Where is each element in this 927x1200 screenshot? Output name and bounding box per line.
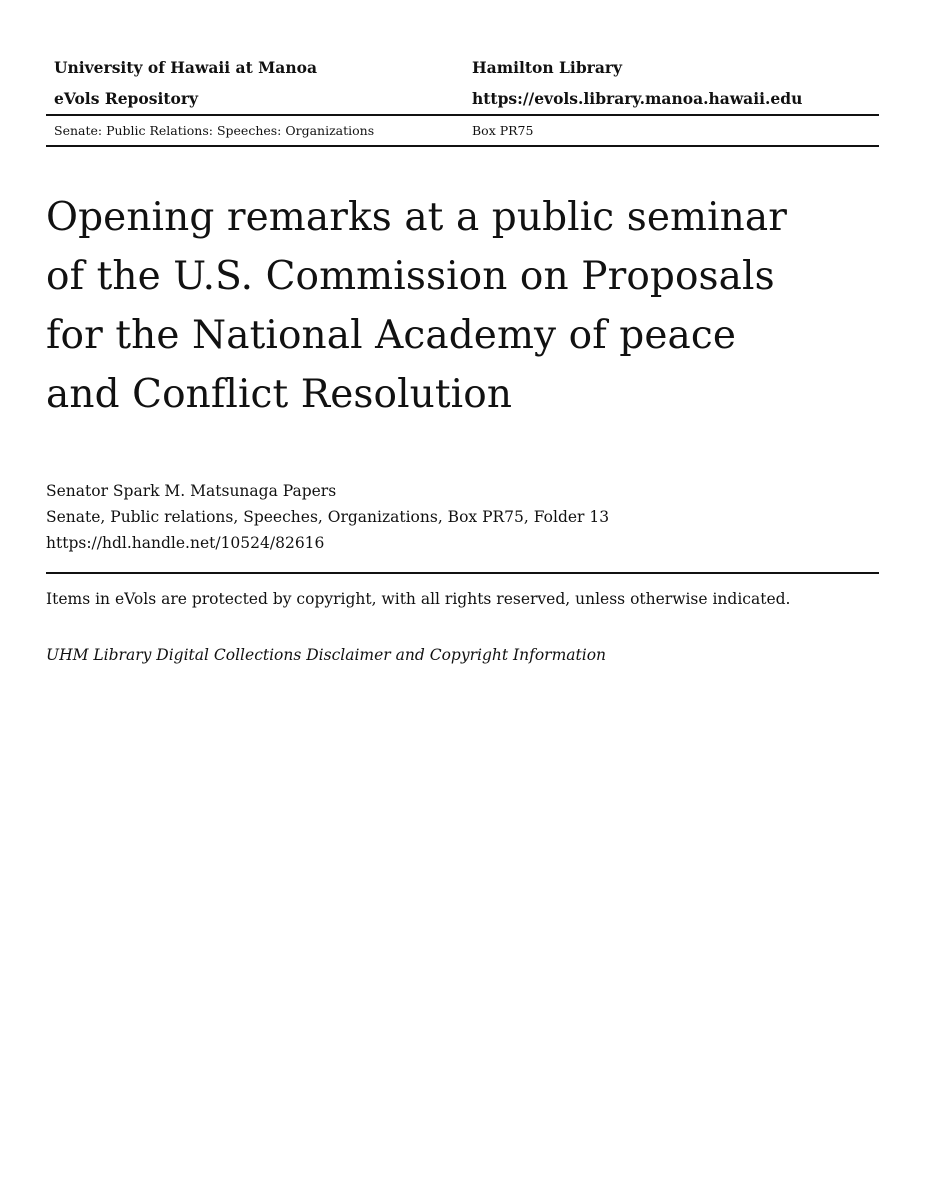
header-divider-bottom [46,145,879,147]
title-line: of the U.S. Commission on Proposals [46,254,775,299]
institution-name: University of Hawaii at Manoa [54,58,317,77]
document-metadata [46,478,609,556]
collection-path: Senate: Public Relations: Speeches: Organizations [54,123,375,138]
section-divider [46,572,879,574]
copyright-notice: Items in eVols are protected by copyright, with all rights reserved, unless otherwise indicated. [46,590,791,608]
document-header [46,52,879,147]
repository-url[interactable]: https://evols.library.manoa.hawaii.edu [472,89,803,108]
disclaimer-link[interactable]: UHM Library Digital Collections Disclaimer and Copyright Information [46,646,607,664]
title-line: for the National Academy of peace [46,313,737,358]
collection-name: Senator Spark M. Matsunaga Papers [46,482,337,500]
library-name: Hamilton Library [472,58,623,77]
title-line: Opening remarks at a public seminar [46,195,787,240]
box-label: Box PR75 [472,123,534,138]
document-title [46,188,806,424]
folder-location: Senate, Public relations, Speeches, Organizations, Box PR75, Folder 13 [46,508,610,526]
header-top-grid [46,52,879,114]
repository-name: eVols Repository [54,89,199,108]
handle-link[interactable]: https://hdl.handle.net/10524/82616 [46,534,325,552]
header-sub-grid [46,116,879,145]
title-line: and Conflict Resolution [46,372,513,417]
